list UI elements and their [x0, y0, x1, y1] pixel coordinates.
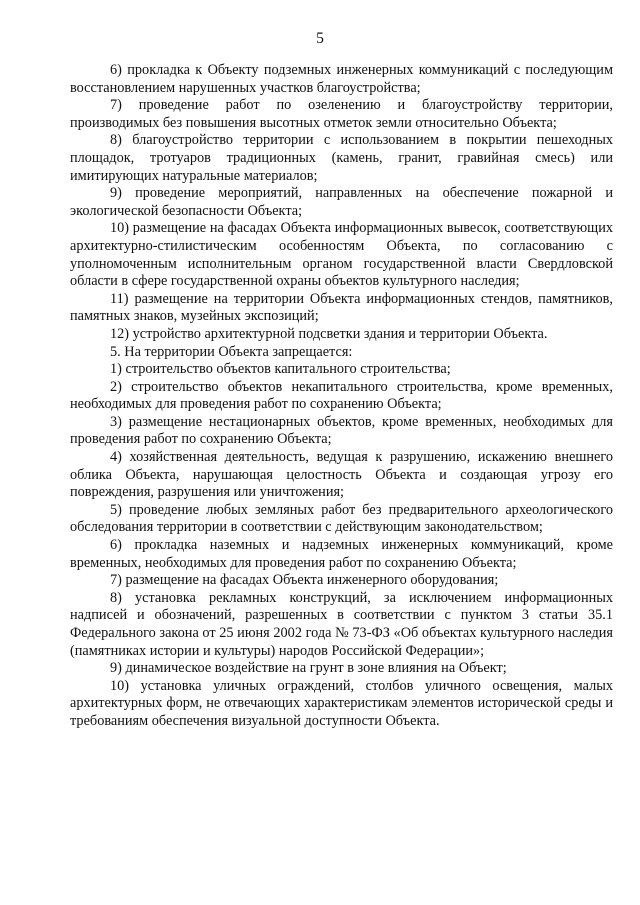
list-item: 12) устройство архитектурной подсветки здания и территории Объекта. [110, 325, 548, 342]
list-item: 8) благоустройство территории с использованием в покрытии пешеходных площадок, тротуаров традиционных (камень, гранит, гравийная смесь) или имитирующих натуральные материалов; [70, 132, 613, 184]
list-item: 6) прокладка к Объекту подземных инженерных коммуникаций с последующим восстановлением нарушенных участков благоустройства; [70, 62, 613, 96]
list-item: 10) установка уличных ограждений, столбов уличного освещения, малых архитектурных форм, не отвечающих характеристикам элементов исторической среды и требованиям обеспечения визуальной доступности Объекта. [70, 677, 613, 729]
list-item: 9) динамическое воздействие на грунт в зоне влияния на Объект; [110, 660, 507, 677]
list-item: 2) строительство объектов некапитального строительства, кроме временных, необходимых для проведения работ по сохранению Объекта; [70, 378, 613, 413]
list-item: 1) строительство объектов капитального строительства; [110, 361, 451, 378]
section-heading: 5. На территории Объекта запрещается: [110, 343, 353, 360]
list-item: 11) размещение на территории Объекта информационных стендов, памятников, памятных знаков, музейных экспозиций; [70, 290, 613, 325]
document-body [70, 62, 613, 731]
list-item: 10) размещение на фасадах Объекта информационных вывесок, соответствующих архитектурно-стилистическим особенностям Объекта, по согласованию с уполномоченным исполнительным органом государственной власти Свердловской области в сфере государственной охраны объектов культурного наследия; [70, 220, 613, 290]
list-item: 8) установка рекламных конструкций, за исключением информационных надписей и обозначений, разрешенных в соответствии с пунктом 3 статьи 35.1 Федерального закона от 25 июня 2002 года № 73-ФЗ «Об объектах культурного наследия (памятниках истории и культуры) народов Российской Федерации»; [70, 589, 613, 659]
list-item: 5) проведение любых земляных работ без предварительного археологического обследования территории в соответствии с действующим законодательством; [70, 501, 613, 536]
list-item: 4) хозяйственная деятельность, ведущая к разрушению, искажению внешнего облика Объекта, нарушающая целостность Объекта и создающая угрозу его повреждения, разрушения или уничтожения; [70, 449, 613, 501]
list-item: 9) проведение мероприятий, направленных на обеспечение пожарной и экологической безопасности Объекта; [70, 185, 613, 219]
list-item: 6) прокладка наземных и надземных инженерных коммуникаций, кроме временных, необходимых для проведения работ по сохранению Объекта; [70, 537, 613, 571]
list-item: 7) проведение работ по озеленению и благоустройству территории, производимых без повышения высотных отметок земли относительно Объекта; [70, 97, 613, 131]
list-item: 7) размещение на фасадах Объекта инженерного оборудования; [110, 572, 499, 589]
page-number: 5 [316, 30, 324, 47]
list-item: 3) размещение нестационарных объектов, кроме временных, необходимых для проведения работ по сохранению Объекта; [70, 413, 613, 448]
